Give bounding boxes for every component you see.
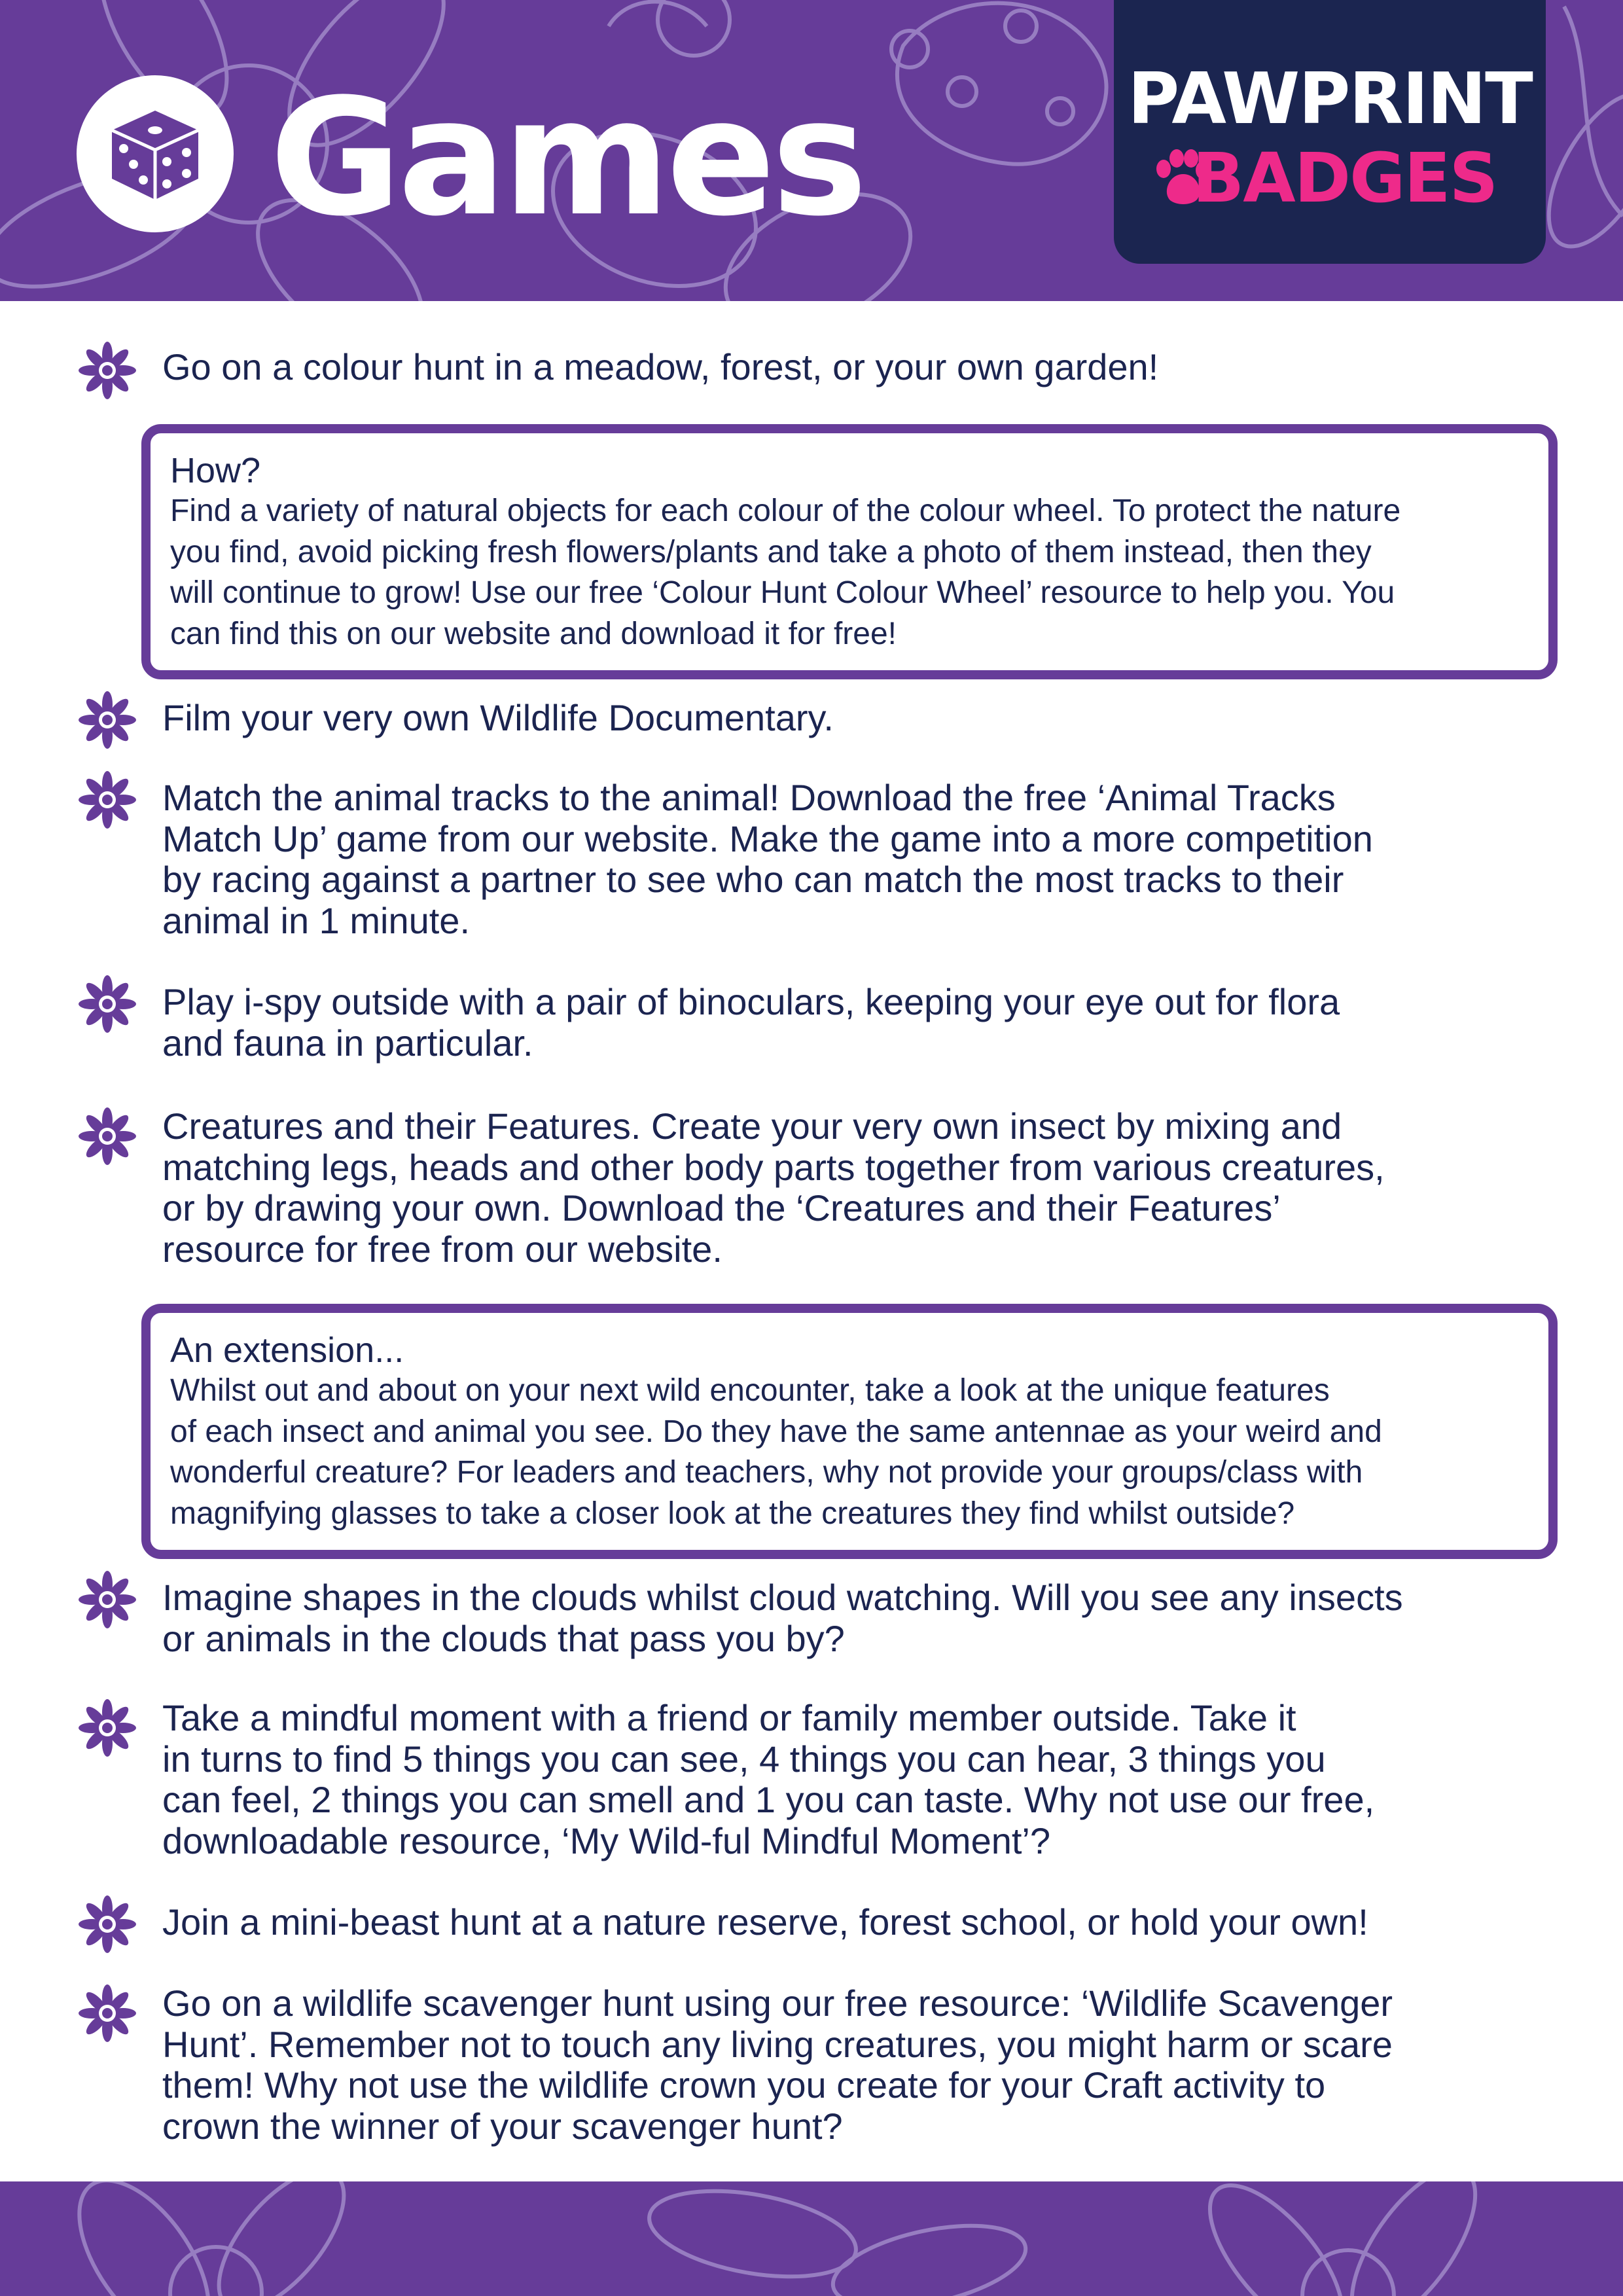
flower-bullet-icon bbox=[77, 1106, 137, 1166]
list-item-text: Imagine shapes in the clouds whilst cloud watching. Will you see any insects or animals in the clouds that pass you by? bbox=[162, 1577, 1403, 1659]
extension-box bbox=[141, 1304, 1558, 1559]
footer-banner bbox=[0, 2181, 1623, 2296]
list-item-text: Go on a colour hunt in a meadow, forest, or your own garden! bbox=[162, 346, 1159, 387]
list-item-text: Join a mini-beast hunt at a nature reserve, forest school, or hold your own! bbox=[162, 1901, 1368, 1943]
flower-bullet-icon bbox=[77, 1983, 137, 2043]
how-box bbox=[141, 424, 1558, 679]
flower-bullet-icon bbox=[77, 340, 137, 401]
flower-bullet-icon bbox=[77, 690, 137, 750]
dice-icon bbox=[103, 101, 207, 206]
logo-line-badges: BADGES bbox=[1192, 138, 1497, 218]
list-item-text: Creatures and their Features. Create your very own insect by mixing and matching legs, heads and other body parts together from various creatures, or by drawing your own. Download the ‘Creatures and their Features’ resource for free from our website. bbox=[162, 1105, 1385, 1270]
flower-bullet-icon bbox=[77, 1570, 137, 1630]
list-item-text: Go on a wildlife scavenger hunt using our free resource: ‘Wildlife Scavenger Hunt’. Remember not to touch any living creatures, you might harm or scare them! Why not use the wildlife crown you create for your Craft activity to crown the winner of your scavenger hunt? bbox=[162, 1982, 1393, 2147]
list-item-text: Match the animal tracks to the animal! Download the free ‘Animal Tracks Match Up’ game from our website. Make the game into a more competition by racing against a partner to see who can match the most tracks to their animal in 1 minute. bbox=[162, 777, 1373, 941]
box-heading: How? bbox=[170, 451, 261, 490]
pawprint-badges-logo bbox=[1114, 0, 1546, 264]
flower-bullet-icon bbox=[77, 1894, 137, 1954]
box-heading: An extension... bbox=[170, 1331, 404, 1370]
dice-badge bbox=[77, 75, 234, 232]
floral-pattern bbox=[0, 2181, 1623, 2296]
logo-line-pawprint: PAWPRINT bbox=[1128, 58, 1532, 140]
list-item-text: Take a mindful moment with a friend or family member outside. Take it in turns to find 5 things you can see, 4 things you can hear, 3 things you can feel, 2 things you can smell and 1 you can taste. Why not use our free, downloadable resource, ‘My Wild-ful Mindful Moment’? bbox=[162, 1697, 1375, 1861]
list-item-text: Play i-spy outside with a pair of binoculars, keeping your eye out for flora and fauna in particular. bbox=[162, 981, 1340, 1064]
box-body: Whilst out and about on your next wild encounter, take a look at the unique features of each insect and animal you see. Do they have the same antennae as your weird and wonderful creature? For leaders and teachers, why not provide your groups/class with magnifying glasses to take a closer look at the creatures they find whilst outside? bbox=[170, 1373, 1382, 1531]
flower-bullet-icon bbox=[77, 1698, 137, 1758]
box-body: Find a variety of natural objects for each colour of the colour wheel. To protect the nature you find, avoid picking fresh flowers/plants and take a photo of them instead, then they will continue to grow! Use our free ‘Colour Hunt Colour Wheel’ resource to help you. You can find this on our website and download it for free! bbox=[170, 493, 1401, 651]
list-item-text: Film your very own Wildlife Documentary. bbox=[162, 697, 834, 738]
page-title: Games bbox=[270, 65, 864, 252]
flower-bullet-icon bbox=[77, 770, 137, 830]
flower-bullet-icon bbox=[77, 974, 137, 1034]
header-banner bbox=[0, 0, 1623, 301]
